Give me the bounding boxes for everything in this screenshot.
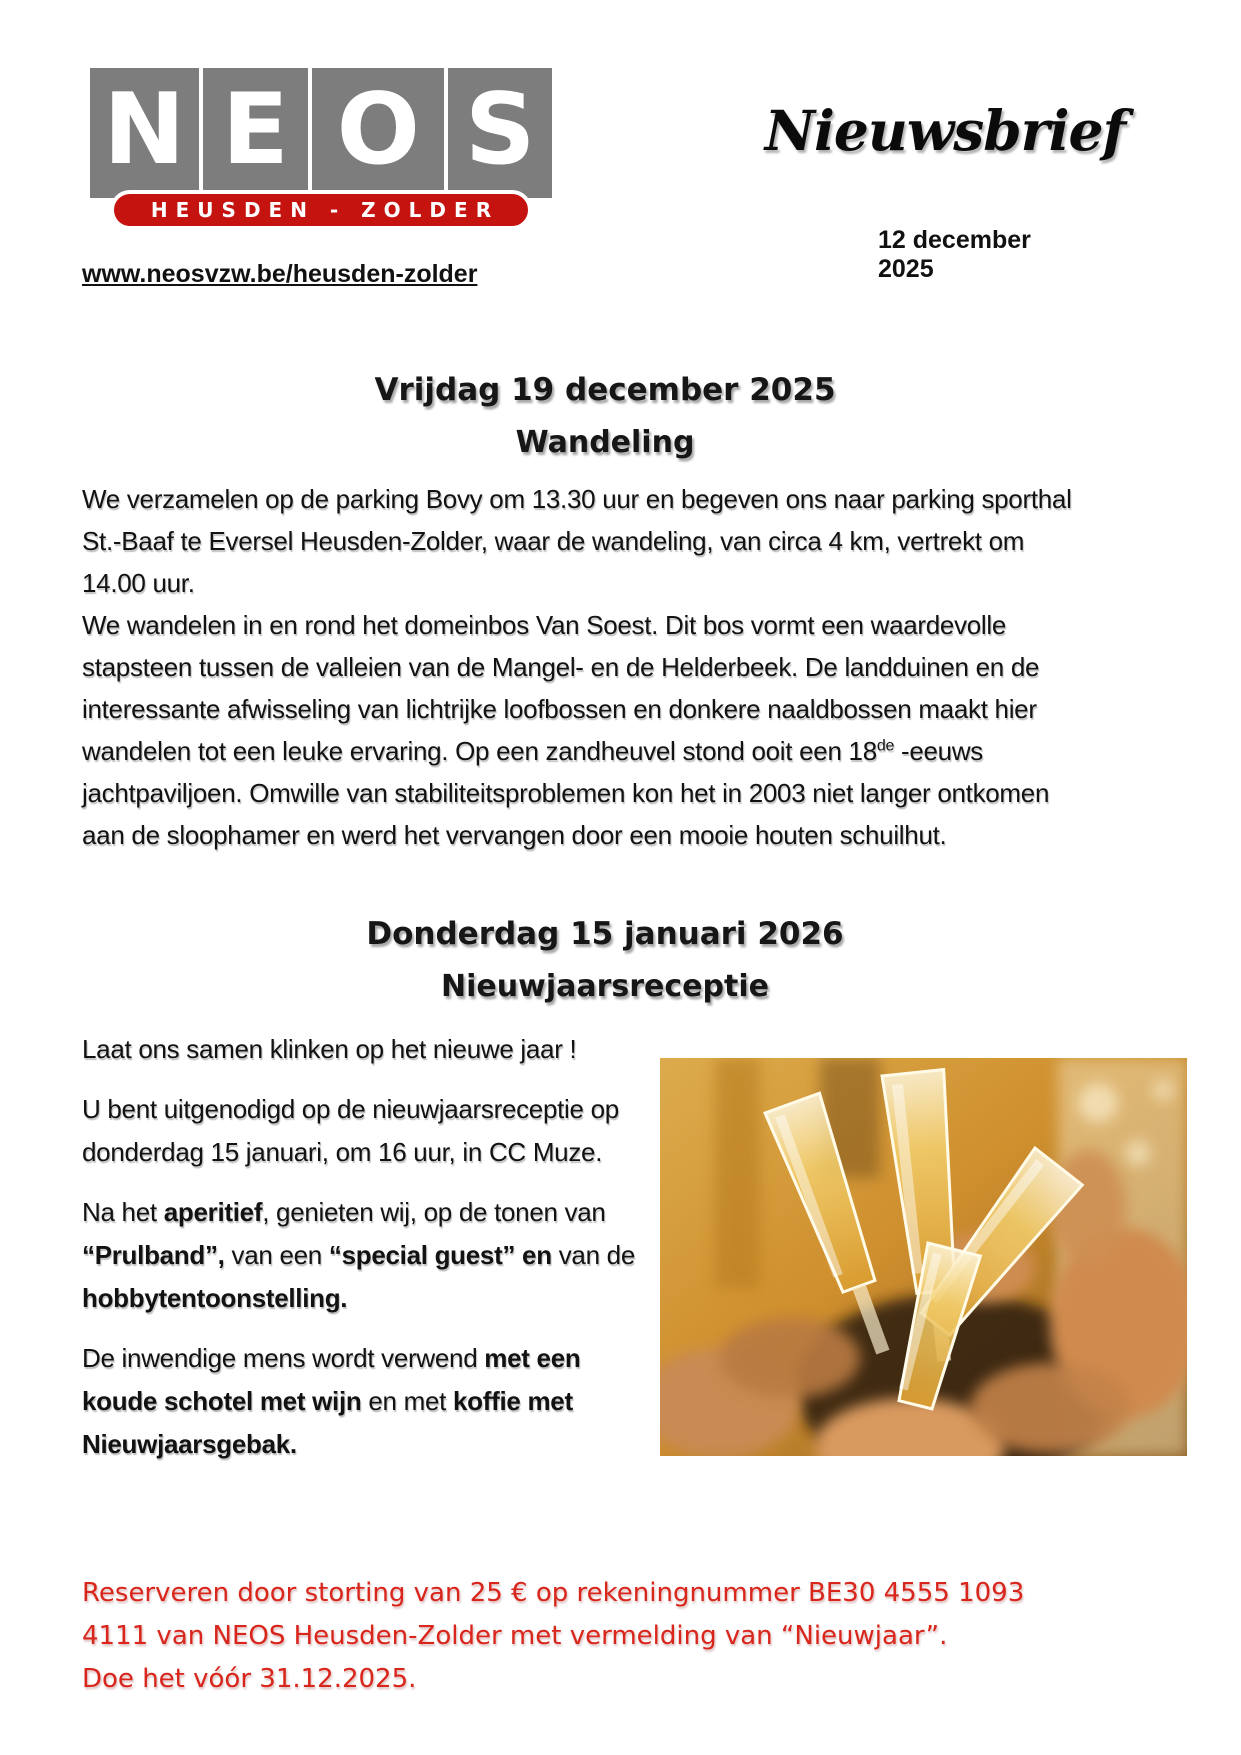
walk-event-date: Vrijdag 19 december 2025 bbox=[374, 372, 836, 408]
reception-event-title: Nieuwjaarsreceptie bbox=[441, 969, 769, 1004]
walk-event-title: Wandeling bbox=[515, 425, 695, 460]
logo-letter-e: E bbox=[221, 73, 289, 187]
walk-event-heading bbox=[30, 372, 1180, 460]
reservation-note bbox=[82, 1572, 1092, 1701]
logo-square-s bbox=[448, 68, 552, 198]
walk-paragraph-2 bbox=[82, 604, 1074, 856]
superscript-de: de bbox=[876, 737, 895, 755]
logo-letter-s: S bbox=[464, 73, 536, 187]
neos-logo bbox=[90, 68, 552, 240]
reception-paragraph: U bent uitgenodigd op de nieuwjaarsreceptie op donderdag 15 januari, om 16 uur, in CC Muze. bbox=[82, 1094, 619, 1167]
logo-square-o bbox=[312, 68, 444, 198]
walk-paragraph-2-start: We wandelen in en rond het domeinbos Van Soest. Dit bos vormt een waardevolle stapsteen tussen de valleien van de Mangel- en de Helderbeek. De landduinen en de interessante afwisseling van lichtrijke loofbossen en donkere naaldbossen maakt hier wandelen tot een leuke ervaring. Op een zandheuvel stond ooit een 18 bbox=[82, 610, 1040, 766]
reception-event-date: Donderdag 15 januari 2026 bbox=[366, 916, 844, 952]
logo-letter-o: O bbox=[336, 73, 420, 187]
newsletter-title: Nieuwsbrief bbox=[764, 98, 1126, 163]
reservation-line-1: Reserveren door storting van 25 € op rekeningnummer BE30 4555 1093 4111 van NEOS Heusden-Zolder met vermelding van “Nieuwjaar”. bbox=[82, 1578, 1025, 1651]
logo-letter-n: N bbox=[103, 73, 186, 187]
reception-event-heading bbox=[30, 916, 1180, 1004]
walk-event-body bbox=[82, 478, 1074, 856]
website-link[interactable]: www.neosvzw.be/heusden-zolder bbox=[82, 260, 478, 288]
logo-square-n bbox=[90, 68, 199, 198]
reservation-line-2: Doe het vóór 31.12.2025. bbox=[82, 1664, 417, 1694]
walk-paragraph-1: We verzamelen op de parking Bovy om 13.30 uur en begeven ons naar parking sporthal St.-Baaf te Eversel Heusden-Zolder, waar de wandeling, van circa 4 km, vertrekt om 14.00 uur. bbox=[82, 484, 1072, 598]
logo-region-banner bbox=[110, 190, 532, 230]
walk-paragraph-2-end: -eeuws jachtpaviljoen. Omwille van stabiliteitsproblemen kon het in 2003 niet langer ontkomen aan de sloophamer en werd het vervangen door een mooie houten schuilhut. bbox=[82, 736, 1050, 850]
reception-body bbox=[82, 1028, 660, 1483]
logo-region-label: HEUSDEN - ZOLDER bbox=[150, 198, 500, 222]
issue-date: 12 december 2025 bbox=[878, 226, 1031, 283]
reception-paragraph: Na het aperitief, genieten wij, op de tonen van “Prulband”, van een “special guest” en van de hobbytentoonstelling. bbox=[82, 1197, 635, 1313]
reception-paragraph: Laat ons samen klinken op het nieuwe jaar ! bbox=[82, 1034, 577, 1064]
champagne-toast-photo bbox=[660, 1058, 1187, 1456]
logo-square-e bbox=[203, 68, 309, 198]
reception-paragraph: De inwendige mens wordt verwend met een koude schotel met wijn en met koffie met Nieuwjaarsgebak. bbox=[82, 1343, 581, 1459]
neos-logo-squares bbox=[90, 68, 552, 198]
